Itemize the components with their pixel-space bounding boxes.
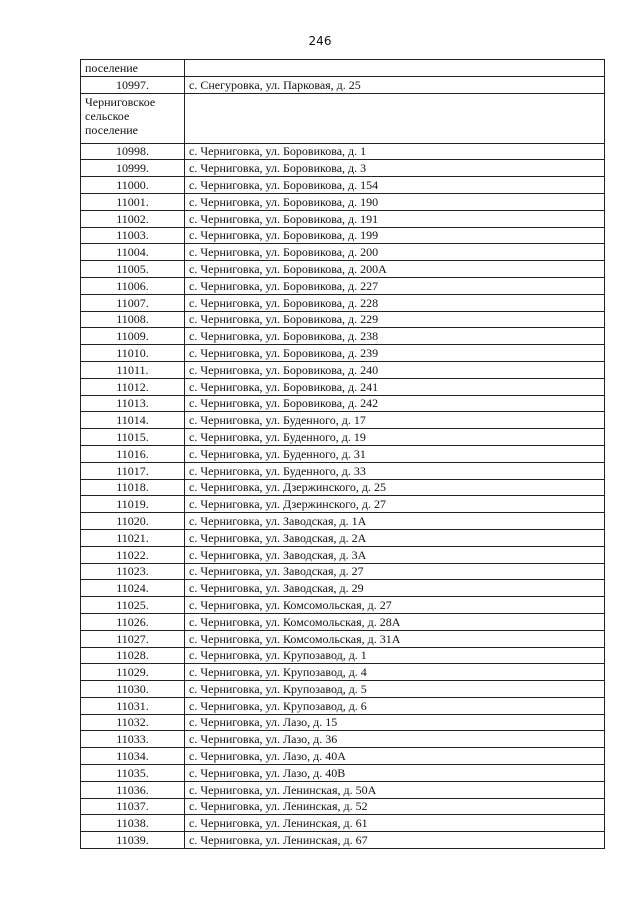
- table-row: [81, 479, 605, 496]
- table-row: [81, 664, 605, 681]
- table-row: [81, 781, 605, 798]
- row-number-cell: 11023.: [81, 563, 185, 580]
- table-row: [81, 193, 605, 210]
- table-row: [81, 714, 605, 731]
- row-number-cell: 10998.: [81, 143, 185, 160]
- address-cell: с. Черниговка, ул. Боровикова, д. 240: [185, 361, 605, 378]
- table-row: [81, 328, 605, 345]
- table-row: [81, 244, 605, 261]
- table-row: [81, 832, 605, 849]
- address-cell: с. Черниговка, ул. Боровикова, д. 228: [185, 294, 605, 311]
- row-number-cell: 11002.: [81, 210, 185, 227]
- table-row: [81, 647, 605, 664]
- table-row: [81, 496, 605, 513]
- settlement-heading-line: сельское: [85, 108, 130, 123]
- address-cell: с. Черниговка, ул. Ленинская, д. 52: [185, 798, 605, 815]
- address-cell: с. Черниговка, ул. Буденного, д. 33: [185, 462, 605, 479]
- table-row: [81, 697, 605, 714]
- table-row: [81, 563, 605, 580]
- row-number-cell: 11001.: [81, 193, 185, 210]
- row-number-cell: 11034.: [81, 748, 185, 765]
- table-row: [81, 529, 605, 546]
- table-row: [81, 143, 605, 160]
- address-cell: с. Черниговка, ул. Комсомольская, д. 31А: [185, 630, 605, 647]
- row-number-cell: 11013.: [81, 395, 185, 412]
- address-cell: с. Черниговка, ул. Буденного, д. 17: [185, 412, 605, 429]
- row-number-cell: 11014.: [81, 412, 185, 429]
- address-cell: с. Черниговка, ул. Боровикова, д. 238: [185, 328, 605, 345]
- table-row: [81, 815, 605, 832]
- row-number-cell: 11025.: [81, 597, 185, 614]
- address-cell: с. Черниговка, ул. Лазо, д. 40А: [185, 748, 605, 765]
- row-number-cell: 11028.: [81, 647, 185, 664]
- table-row: [81, 210, 605, 227]
- settlement-heading-row: [81, 93, 605, 143]
- table-row: [81, 345, 605, 362]
- row-number-cell: 10999.: [81, 160, 185, 177]
- table-row: [81, 76, 605, 93]
- address-cell: с. Черниговка, ул. Крупозавод, д. 6: [185, 697, 605, 714]
- registry-body: [81, 60, 605, 849]
- address-cell: с. Черниговка, ул. Комсомольская, д. 28А: [185, 613, 605, 630]
- row-number-cell: 11033.: [81, 731, 185, 748]
- row-number-cell: поселение: [81, 60, 185, 77]
- table-row: [81, 261, 605, 278]
- address-cell: с. Черниговка, ул. Заводская, д. 1А: [185, 513, 605, 530]
- address-cell: с. Черниговка, ул. Лазо, д. 15: [185, 714, 605, 731]
- table-row: [81, 681, 605, 698]
- table-row: [81, 60, 605, 77]
- settlement-heading-line: Черниговское: [85, 94, 156, 109]
- table-row: [81, 580, 605, 597]
- row-number-cell: 11038.: [81, 815, 185, 832]
- table-row: [81, 765, 605, 782]
- row-number-cell: 11011.: [81, 361, 185, 378]
- page-number: 246: [308, 34, 332, 48]
- address-cell: с. Черниговка, ул. Дзержинского, д. 25: [185, 479, 605, 496]
- address-cell: с. Черниговка, ул. Крупозавод, д. 5: [185, 681, 605, 698]
- address-cell: с. Черниговка, ул. Комсомольская, д. 27: [185, 597, 605, 614]
- address-cell: с. Черниговка, ул. Боровикова, д. 1: [185, 143, 605, 160]
- row-number-cell: 11030.: [81, 681, 185, 698]
- row-number-cell: 11008.: [81, 311, 185, 328]
- row-number-cell: 11015.: [81, 429, 185, 446]
- address-cell: с. Черниговка, ул. Буденного, д. 19: [185, 429, 605, 446]
- table-row: [81, 311, 605, 328]
- row-number-cell: 11004.: [81, 244, 185, 261]
- row-number-cell: 11035.: [81, 765, 185, 782]
- row-number-cell: 10997.: [81, 76, 185, 93]
- table-row: [81, 731, 605, 748]
- row-number-cell: 11039.: [81, 832, 185, 849]
- address-cell: с. Черниговка, ул. Боровикова, д. 227: [185, 277, 605, 294]
- address-cell: с. Черниговка, ул. Боровикова, д. 242: [185, 395, 605, 412]
- row-number-cell: 11000.: [81, 177, 185, 194]
- row-number-cell: 11036.: [81, 781, 185, 798]
- address-cell: с. Черниговка, ул. Боровикова, д. 241: [185, 378, 605, 395]
- table-row: [81, 630, 605, 647]
- address-cell: с. Снегуровка, ул. Парковая, д. 25: [185, 76, 605, 93]
- address-cell: с. Черниговка, ул. Ленинская, д. 50А: [185, 781, 605, 798]
- address-cell: с. Черниговка, ул. Боровикова, д. 154: [185, 177, 605, 194]
- table-row: [81, 546, 605, 563]
- address-cell: с. Черниговка, ул. Крупозавод, д. 4: [185, 664, 605, 681]
- table-row: [81, 361, 605, 378]
- row-number-cell: 11031.: [81, 697, 185, 714]
- table-row: [81, 445, 605, 462]
- address-cell: с. Черниговка, ул. Боровикова, д. 200А: [185, 261, 605, 278]
- table-row: [81, 429, 605, 446]
- table-row: [81, 227, 605, 244]
- row-number-cell: 11009.: [81, 328, 185, 345]
- address-cell: с. Черниговка, ул. Заводская, д. 3А: [185, 546, 605, 563]
- address-cell: с. Черниговка, ул. Заводская, д. 29: [185, 580, 605, 597]
- address-cell: с. Черниговка, ул. Лазо, д. 36: [185, 731, 605, 748]
- row-number-cell: 11020.: [81, 513, 185, 530]
- row-number-cell: 11005.: [81, 261, 185, 278]
- address-cell: с. Черниговка, ул. Ленинская, д. 61: [185, 815, 605, 832]
- table-row: [81, 395, 605, 412]
- address-cell: с. Черниговка, ул. Крупозавод, д. 1: [185, 647, 605, 664]
- table-row: [81, 798, 605, 815]
- row-number-cell: 11029.: [81, 664, 185, 681]
- address-cell: с. Черниговка, ул. Боровикова, д. 200: [185, 244, 605, 261]
- table-row: [81, 513, 605, 530]
- table-row: [81, 378, 605, 395]
- row-number-cell: 11019.: [81, 496, 185, 513]
- table-row: [81, 412, 605, 429]
- row-number-cell: 11027.: [81, 630, 185, 647]
- row-number-cell: 11021.: [81, 529, 185, 546]
- row-number-cell: 11018.: [81, 479, 185, 496]
- table-row: [81, 748, 605, 765]
- row-number-cell: 11016.: [81, 445, 185, 462]
- table-row: [81, 597, 605, 614]
- address-cell: [185, 60, 605, 77]
- row-number-cell: 11032.: [81, 714, 185, 731]
- row-number-cell: 11006.: [81, 277, 185, 294]
- row-number-cell: 11010.: [81, 345, 185, 362]
- address-cell: с. Черниговка, ул. Лазо, д. 40В: [185, 765, 605, 782]
- row-number-cell: 11022.: [81, 546, 185, 563]
- table-row: [81, 294, 605, 311]
- table-row: [81, 177, 605, 194]
- address-cell: с. Черниговка, ул. Буденного, д. 31: [185, 445, 605, 462]
- address-cell-empty: [185, 93, 605, 143]
- address-cell: с. Черниговка, ул. Дзержинского, д. 27: [185, 496, 605, 513]
- address-cell: с. Черниговка, ул. Ленинская, д. 67: [185, 832, 605, 849]
- address-cell: с. Черниговка, ул. Заводская, д. 27: [185, 563, 605, 580]
- address-cell: с. Черниговка, ул. Боровикова, д. 229: [185, 311, 605, 328]
- address-cell: с. Черниговка, ул. Боровикова, д. 199: [185, 227, 605, 244]
- address-cell: с. Черниговка, ул. Боровикова, д. 239: [185, 345, 605, 362]
- table-row: [81, 160, 605, 177]
- address-cell: с. Черниговка, ул. Боровикова, д. 190: [185, 193, 605, 210]
- settlement-heading-line: поселение: [85, 122, 139, 137]
- table-row: [81, 277, 605, 294]
- settlement-heading-cell: [81, 93, 185, 143]
- row-number-cell: 11037.: [81, 798, 185, 815]
- table-row: [81, 613, 605, 630]
- table-row: [81, 462, 605, 479]
- address-cell: с. Черниговка, ул. Боровикова, д. 3: [185, 160, 605, 177]
- row-number-cell: 11024.: [81, 580, 185, 597]
- row-number-cell: 11003.: [81, 227, 185, 244]
- row-number-cell: 11007.: [81, 294, 185, 311]
- address-cell: с. Черниговка, ул. Боровикова, д. 191: [185, 210, 605, 227]
- address-registry-table: [80, 59, 605, 849]
- address-cell: с. Черниговка, ул. Заводская, д. 2А: [185, 529, 605, 546]
- row-number-cell: 11026.: [81, 613, 185, 630]
- row-number-cell: 11012.: [81, 378, 185, 395]
- row-number-cell: 11017.: [81, 462, 185, 479]
